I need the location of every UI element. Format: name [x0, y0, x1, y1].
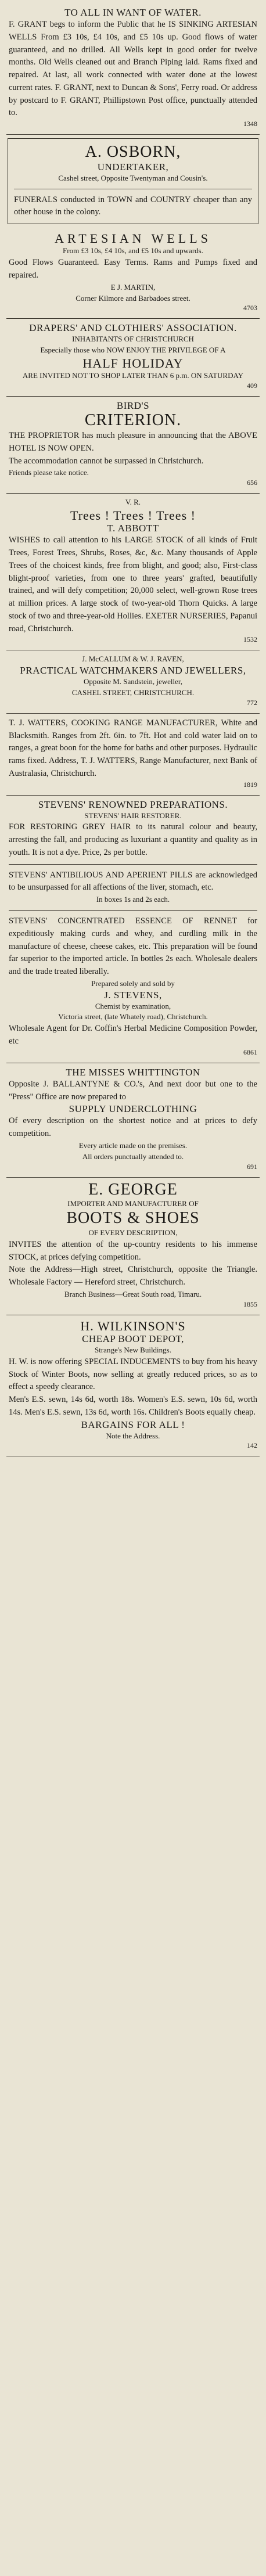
ad-stevens: [6, 796, 260, 1063]
ad-text: Especially those who NOW ENJOY THE PRIVILEGE OF A: [40, 346, 226, 355]
ad-sign: E J. MARTIN,: [110, 282, 156, 292]
ad-whittington: [6, 1063, 260, 1178]
ad-body: F. GRANT begs to inform the Public that he IS SINKING ARTESIAN WELLS From £3 10s, £4 10s, and £5 10s up. Good flows of water guaranteed, and no drilled. All Wells kept in good order for twelve months. Old Wells cleaned out and Branch Piping laid. Rams fixed and repaired. At last, all work connected with water done at the lowest current rates. F. GRANT, next to Duncan & Sons', Ferry road. Or address by postcard to F. GRANT, Phillipstown Post office, punctually attended to.: [9, 20, 257, 118]
ad-text: Every article made on the premises.: [78, 1141, 188, 1150]
ad-number: 772: [247, 698, 257, 707]
ad-names: J. McCALLUM & W. J. RAVEN,: [82, 654, 184, 664]
ad-heading: TO ALL IN WANT OF WATER.: [64, 7, 202, 18]
ad-half-holiday: HALF HOLIDAY: [82, 356, 184, 371]
ad-body: T. J. WATTERS, COOKING RANGE MANUFACTURER, White and Blacksmith. Ranges from 2ft. 6in. to 7ft. Hot and cold water laid on to ranges, a great boon for the home for baths and other purposes. Hydraulic rams fixed. Address, T. J. WATTERS, Range Manufacturer, next Bank of Australasia, Christchurch.: [9, 718, 257, 778]
ad-number: 656: [247, 478, 257, 487]
ad-body: WISHES to call attention to his LARGE STOCK of all kinds of Fruit Trees, Forest Trees, Shrubs, Roses, &c, &c. Many thousands of Apple Trees of the choicest kinds, free from blight, and good; also, First-class blight-proof varieties, from one to three years' grafted, beautifully trained, and will defy competition; 20,000 select, well-grown Rose trees at million prices. A large stock of two-year-old Thorn Quicks. A large stock of two and three-year-old Hollies. EXETER NURSERIES, Papanui road, Christchurch.: [9, 535, 257, 634]
ad-trade: PRACTICAL WATCHMAKERS AND JEWELLERS,: [20, 665, 246, 677]
ad-name: E. GEORGE: [88, 1180, 178, 1199]
ad-name: T. ABBOTT: [107, 523, 159, 534]
ad-number: 142: [247, 1441, 257, 1450]
ad-address: Cashel street, Opposite Twentyman and Cousin's.: [58, 173, 208, 182]
royal-initials: V. R.: [125, 498, 141, 507]
ad-agent: Wholesale Agent for Dr. Coffin's Herbal Medicine Composition Powder, etc: [9, 1024, 257, 1046]
ad-body: The accommodation cannot be surpassed in Christchurch.: [9, 456, 204, 466]
ad-body: Good Flows Guaranteed. Easy Terms. Rams and Pumps fixed and repaired.: [9, 258, 257, 280]
ad-prices: Men's E.S. sewn, 14s 6d, worth 18s. Women's E.S. sewn, 10s 6d, worth 14s. Men's E.S. sewn, 13s 6d, worth 16s. Children's Boots equally cheap.: [9, 1395, 257, 1417]
ad-name: H. WILKINSON'S: [80, 1318, 186, 1333]
ad-chemist: J. STEVENS,: [104, 989, 162, 1001]
divider: [9, 910, 257, 911]
ad-rennet: STEVENS' CONCENTRATED ESSENCE OF RENNET for expeditiously making curds and whey, and curdling milk in the manufacture of cheese, cheese cakes, etc. This preparation will be found far superior to the imported article. In bottles 2s each. Wholesale dealers and the trade treated liberally.: [9, 916, 257, 977]
ad-body: FUNERALS conducted in TOWN and COUNTRY cheaper than any other house in the colony.: [14, 195, 252, 217]
ad-heading: THE MISSES WHITTINGTON: [66, 1066, 200, 1078]
ad-artesian: [6, 228, 260, 319]
ad-boots: BOOTS & SHOES: [66, 1209, 200, 1228]
ad-number: 4703: [243, 304, 257, 312]
ad-water: [6, 3, 260, 135]
ad-prices: From £3 10s, £4 10s, and £5 10s and upwards.: [63, 246, 203, 256]
ad-name: A. OSBORN,: [85, 143, 181, 161]
ad-branch: Branch Business—Great South road, Timaru.: [64, 1289, 202, 1298]
ad-drapers: [6, 319, 260, 397]
ad-bargains: BARGAINS FOR ALL !: [81, 1419, 185, 1430]
ad-address: Victoria street, (late Whately road), Christchurch.: [58, 1012, 208, 1021]
ad-address: Strange's New Buildings.: [95, 1345, 171, 1354]
ad-note: Note the Address.: [106, 1431, 160, 1440]
ad-text: All orders punctually attended to.: [82, 1152, 184, 1161]
ad-heading: Trees ! Trees ! Trees !: [70, 508, 196, 523]
ad-address: CASHEL STREET, CHRISTCHURCH.: [71, 688, 195, 697]
ad-subheading: CHEAP BOOT DEPOT,: [82, 1333, 184, 1344]
ad-watters: [6, 714, 260, 796]
ad-osborn: [8, 138, 258, 224]
ad-criterion: [6, 397, 260, 494]
ad-pills: STEVENS' ANTIBILIOUS AND APERIENT PILLS are acknowledged to be unsurpassed for all affections of the liver, stomach, etc.: [9, 870, 257, 893]
ad-trade: UNDERTAKER,: [97, 161, 169, 172]
ad-desc: OF EVERY DESCRIPTION,: [88, 1228, 178, 1237]
ad-mccallum: [6, 650, 260, 714]
ad-text: INHABITANTS OF CHRISTCHURCH: [72, 334, 194, 344]
ad-prep: Prepared solely and sold by: [91, 978, 175, 988]
ad-number: 409: [247, 382, 257, 390]
ad-subheading: STEVENS' HAIR RESTORER.: [84, 811, 182, 820]
ad-number: 1819: [243, 780, 257, 789]
ad-body: Of every description on the shortest notice and at prices to defy competition.: [9, 1116, 257, 1139]
ad-number: 1532: [243, 635, 257, 644]
ad-pills-price: In boxes 1s and 2s each.: [96, 895, 170, 904]
ad-trees: [6, 494, 260, 650]
ad-footer: Friends please take notice.: [9, 468, 89, 477]
ad-birds: BIRD'S: [116, 400, 150, 412]
ad-heading: DRAPERS' AND CLOTHIERS' ASSOCIATION.: [29, 322, 237, 334]
ad-body: THE PROPRIETOR has much pleasure in announcing that the ABOVE HOTEL IS NOW OPEN.: [9, 431, 257, 453]
ad-number: 6861: [243, 1048, 257, 1056]
ad-number: 691: [247, 1162, 257, 1171]
ad-body: Opposite J. BALLANTYNE & CO.'s, And next door but one to the "Press" Office are now prepared to: [9, 1079, 257, 1102]
ad-number: 1348: [243, 120, 257, 128]
ad-body: H. W. is now offering SPECIAL INDUCEMENTS to buy from his heavy Stock of Winter Boots, now selling at greatly reduced prices, so as to effect a speedy clearance.: [9, 1357, 257, 1392]
ad-address: Corner Kilmore and Barbadoes street.: [76, 293, 190, 303]
divider: [9, 864, 257, 865]
ad-address: Note the Address—High street, Christchurch, opposite the Triangle. Wholesale Factory — Hereford street, Christchurch.: [9, 1265, 257, 1287]
ad-chemist-note: Chemist by examination,: [95, 1001, 171, 1010]
ad-name: CRITERION.: [84, 411, 182, 430]
ad-wilkinson: [6, 1315, 260, 1457]
ad-number: 1855: [243, 1300, 257, 1308]
ad-heading: STEVENS' RENOWNED PREPARATIONS.: [38, 798, 228, 810]
ad-text: ARE INVITED NOT TO SHOP LATER THAN 6 p.m. ON SATURDAY: [22, 371, 244, 380]
ad-opposite: Opposite M. Sandstein, jeweller,: [84, 677, 182, 686]
newspaper-column: [6, 0, 260, 2576]
ad-hair: FOR RESTORING GREY HAIR to its natural colour and beauty, arresting the fall, and producing as luxuriant a quantity and quality as in youth. It is not a dye. Price, 2s per bottle.: [9, 822, 257, 857]
ad-subheading: IMPORTER AND MANUFACTURER OF: [67, 1199, 199, 1208]
ad-george: [6, 1178, 260, 1315]
ad-body: INVITES the attention of the up-country residents to his immense STOCK, at prices defying competition.: [9, 1239, 257, 1262]
ad-heading: ARTESIAN WELLS: [55, 231, 211, 246]
ad-subheading: SUPPLY UNDERCLOTHING: [69, 1103, 197, 1115]
